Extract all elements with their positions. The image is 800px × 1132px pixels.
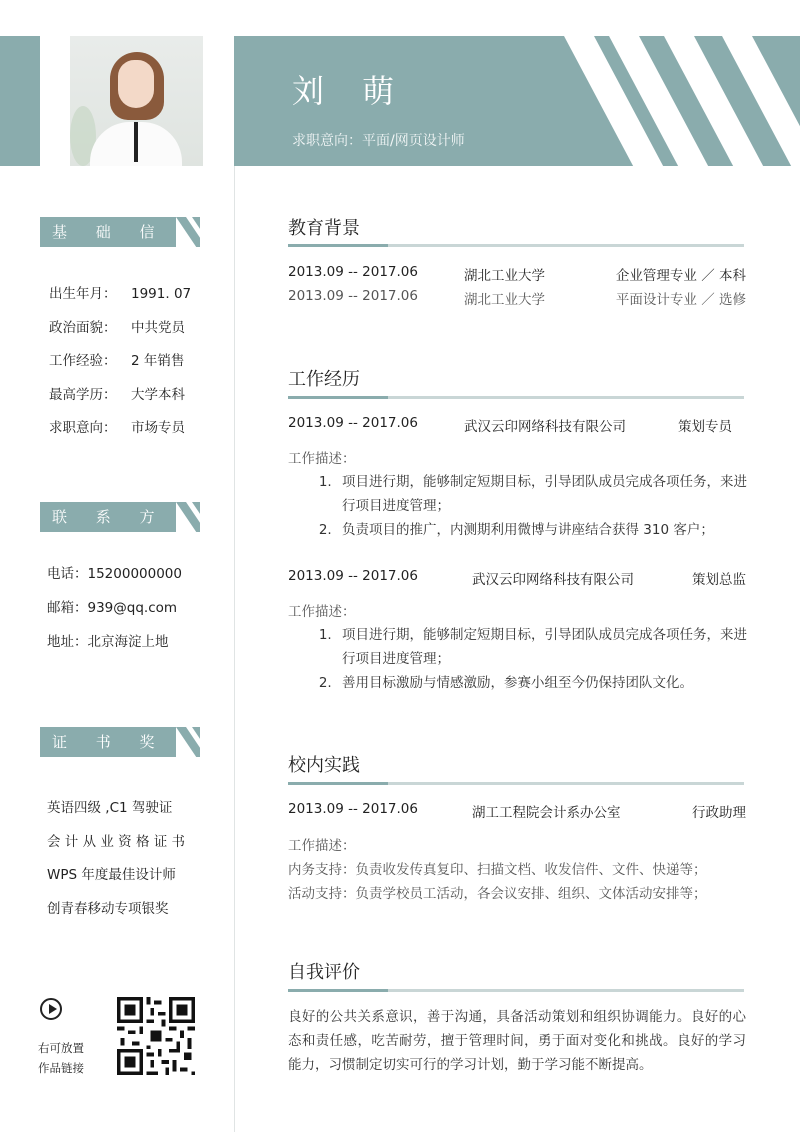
list-item: 2. 负责项目的推广，内测期利用微博与讲座结合获得 310 客户；: [336, 518, 748, 542]
info-row: 求职意向： 市场专员: [49, 420, 185, 436]
job-desc-label: 工作描述：: [288, 451, 356, 467]
qr-code-icon[interactable]: [117, 997, 195, 1075]
section-rule: [288, 396, 744, 399]
job-duties: [288, 470, 748, 542]
header-banner: [234, 36, 800, 166]
job-desc-label: 工作描述：: [288, 604, 356, 620]
self-eval-text: 良好的公共关系意识，善于沟通，具备活动策划和组织协调能力。良好的心态和责任感，吃苦耐劳，擅于管理时间，勇于面对变化和挑战。良好的学习能力，习惯制定切实可行的学习计划，勤于学习能不断提高。: [288, 1009, 746, 1073]
contact-phone: 电话：15200000000: [47, 566, 182, 582]
job-intent: 求职意向：平面/网页设计师: [292, 133, 465, 149]
education-title: 教育背景: [288, 218, 360, 239]
column-divider: [234, 166, 235, 1132]
list-item: 1. 项目进行期，能够制定短期目标，引导团队成员完成各项任务，来进行项目进度管理；: [336, 623, 748, 671]
campus-title: 校内实践: [288, 755, 360, 776]
ribbon-decoration: [170, 217, 200, 247]
basic-info-title: 基 础 信 息: [40, 217, 176, 247]
job-duties: [288, 623, 748, 695]
ribbon-decoration: [170, 502, 200, 532]
play-circle-icon[interactable]: [40, 998, 62, 1020]
ribbon-decoration: [170, 727, 200, 757]
section-rule: [288, 782, 744, 785]
award-item: 创青春移动专项银奖: [47, 901, 169, 917]
campus-desc-label: 工作描述：: [288, 838, 356, 854]
list-item: 1. 项目进行期，能够制定短期目标，引导团队成员完成各项任务，来进行项目进度管理；: [336, 470, 748, 518]
list-item: 2. 善用目标激励与情感激励，参赛小组至今仍保持团队文化。: [336, 671, 748, 695]
work-title: 工作经历: [288, 369, 360, 390]
campus-line: 活动支持：负责学校员工活动，各会议安排、组织、文体活动安排等；: [288, 886, 707, 902]
contact-email: 邮箱：939@qq.com: [47, 600, 178, 616]
award-item: 会 计 从 业 资 格 证 书: [47, 834, 186, 850]
info-row: 出生年月： 1991. 07: [49, 286, 192, 302]
award-item: 英语四级 ,C1 驾驶证: [47, 800, 173, 816]
profile-photo: [70, 36, 203, 166]
award-item: WPS 年度最佳设计师: [47, 867, 176, 883]
portfolio-note-line1: 右可放置: [38, 1041, 84, 1055]
candidate-name: 刘 萌: [292, 72, 409, 110]
campus-line: 内务支持：负责收发传真复印、扫描文档、收发信件、文件、快递等；: [288, 862, 707, 878]
info-row: 政治面貌： 中共党员: [49, 320, 185, 336]
section-rule: [288, 244, 744, 247]
awards-title: 证 书 奖 励: [40, 727, 176, 757]
portfolio-note-line2: 作品链接: [38, 1061, 84, 1075]
section-rule: [288, 989, 744, 992]
info-row: 最高学历： 大学本科: [49, 387, 185, 403]
info-row: 工作经验： 2 年销售: [49, 353, 185, 369]
left-accent-band: [0, 36, 40, 166]
self-eval-title: 自我评价: [288, 962, 360, 983]
contact-address: 地址：北京海淀上地: [47, 634, 169, 650]
contact-title: 联 系 方 式: [40, 502, 176, 532]
